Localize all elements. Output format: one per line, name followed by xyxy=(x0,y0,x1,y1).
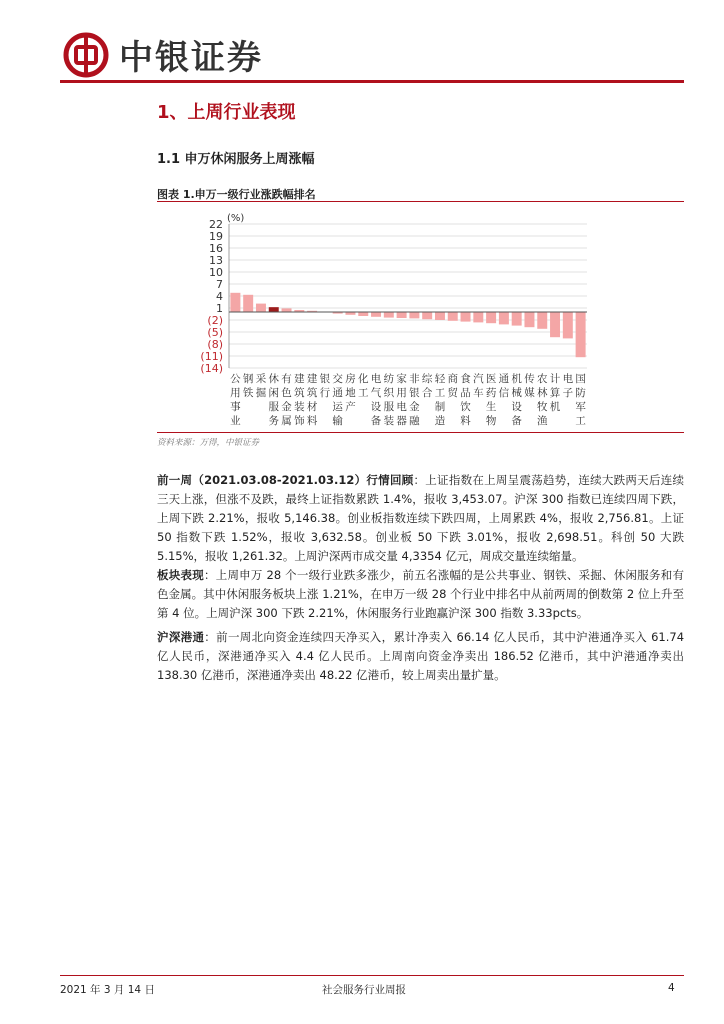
paragraph-text: ：上周申万 28 个一级行业跌多涨少，前五名涨幅的是公共事业、钢铁、采掘、休闲服务和有色金属。其中休闲服务板块上涨 1.21%，在申万一级 28 个行业中排名中从前两周的倒数第 2 位上升至第 4 位。上周沪深 300 下跌 2.21%，休闲服务行业跑赢沪深 300 指数 3.33pcts。 xyxy=(157,568,684,620)
figure-source: 资料来源：万得，中银证券 xyxy=(157,438,260,448)
bar xyxy=(397,312,407,318)
header-rule xyxy=(60,80,684,83)
bar xyxy=(486,312,496,323)
bar xyxy=(243,295,253,312)
paragraph-label: 前一周（2021.03.08-2021.03.12）行情回顾 xyxy=(157,473,414,487)
bar xyxy=(256,304,266,312)
bar xyxy=(358,312,368,316)
y-tick-label: 13 xyxy=(209,254,223,267)
y-axis-unit-label: (%) xyxy=(227,213,245,224)
bar xyxy=(230,293,240,312)
brand-logo xyxy=(63,30,263,79)
y-tick-label: 7 xyxy=(216,278,223,291)
bar xyxy=(576,312,586,357)
x-tick-label: 食品饮料 xyxy=(460,373,471,427)
x-tick-label: 轻工制造 xyxy=(434,373,446,427)
section-subtitle: 1.1 申万休闲服务上周涨幅 xyxy=(157,152,315,167)
y-tick-label: 10 xyxy=(209,266,223,279)
bar xyxy=(435,312,445,320)
x-tick-label: 电子 xyxy=(562,373,574,399)
x-tick-label: 农林牧渔 xyxy=(537,373,548,427)
bar xyxy=(537,312,547,329)
x-tick-label: 汽车 xyxy=(473,373,484,399)
brand-name: 中银证券 xyxy=(119,38,263,78)
section-title: 1、上周行业表现 xyxy=(157,102,296,123)
bank-of-china-logo-icon xyxy=(63,32,109,78)
x-tick-label: 交通运输 xyxy=(332,373,343,427)
paragraph-label: 沪深港通 xyxy=(157,630,205,644)
footer-date: 2021 年 3 月 14 日 xyxy=(60,984,155,996)
y-tick-label: 4 xyxy=(216,290,223,303)
paragraph-label: 板块表现 xyxy=(157,568,204,582)
x-tick-label: 休闲服务 xyxy=(268,373,279,427)
x-tick-label: 房地产 xyxy=(345,373,356,413)
bar xyxy=(269,307,279,312)
figure-title: 图表 1.申万一级行业涨跌幅排名 xyxy=(157,188,316,201)
y-tick-label: 16 xyxy=(209,242,223,255)
x-tick-label: 国防军工 xyxy=(575,373,586,427)
x-tick-label: 建筑材料 xyxy=(306,373,318,427)
footer-rule xyxy=(60,975,684,976)
bar xyxy=(563,312,573,338)
x-tick-label: 计算机 xyxy=(549,373,561,413)
bar xyxy=(461,312,471,322)
x-tick-label: 纺织服装 xyxy=(383,373,395,427)
x-tick-label: 家用电器 xyxy=(396,373,407,427)
figure-rule xyxy=(157,201,684,202)
y-tick-label: 19 xyxy=(209,230,223,243)
bar xyxy=(473,312,483,322)
bar xyxy=(448,312,458,321)
bar xyxy=(422,312,432,319)
footer-report-name: 社会服务行业周报 xyxy=(322,984,406,996)
bar xyxy=(499,312,509,324)
x-tick-label: 通信 xyxy=(498,373,510,399)
x-tick-label: 公用事业 xyxy=(230,373,241,427)
bar xyxy=(384,312,394,318)
x-tick-label: 机械设备 xyxy=(511,373,522,427)
bar xyxy=(550,312,560,337)
y-tick-label: (2) xyxy=(207,314,223,327)
y-tick-label: (14) xyxy=(200,362,223,375)
paragraph-text: ：前一周北向资金连续四天净买入，累计净卖入 66.14 亿人民币，其中沪港通净买入 61.74 亿人民币，深港通净买入 4.4 亿人民币。上周南向资金净卖出 186.52 亿港币，其中沪港通净卖出 138.30 亿港币，深港通净卖出 48.22 亿港币，较上周卖出量扩量。 xyxy=(157,630,685,682)
paragraph-stock-connect xyxy=(157,628,684,685)
bar xyxy=(409,312,419,318)
x-tick-label: 建筑装饰 xyxy=(294,373,305,427)
x-tick-label: 电气设备 xyxy=(370,373,382,427)
x-tick-label: 医药生物 xyxy=(485,373,497,427)
x-tick-label: 化工 xyxy=(358,373,369,399)
bar xyxy=(282,308,292,312)
industry-bar-chart xyxy=(157,205,684,430)
footer-page-number: 4 xyxy=(668,982,675,994)
bar xyxy=(512,312,522,326)
x-tick-label: 非银金融 xyxy=(409,373,420,427)
x-tick-label: 综合 xyxy=(421,373,433,399)
x-tick-label: 商贸 xyxy=(447,373,458,399)
x-tick-label: 采掘 xyxy=(255,373,267,399)
y-tick-label: (8) xyxy=(207,338,223,351)
paragraph-text: ：上证指数在上周呈震荡趋势，连续大跌两天后连续三天上涨，但涨不及跌，最终上证指数累跌 1.4%，报收 3,453.07。沪深 300 指数已连续四周下跌，上周下跌 2.21%，报收 5,146.38。创业板指数连续下跌四周，上周累跌 4%，报收 2,756.81。上证 50 指数下跌 1.52%，报收 3,632.58。创业板 50 下跌 3.01%，报收 2,698.51。科创 50 大跌 5.15%，报收 1,261.32。上周沪深两市成交量 4,3354 亿元，周成交量连续缩量。 xyxy=(157,473,684,563)
y-tick-label: 22 xyxy=(209,218,223,231)
y-tick-label: (11) xyxy=(200,350,223,363)
x-tick-label: 钢铁 xyxy=(242,373,254,399)
x-tick-label: 传媒 xyxy=(524,373,535,399)
bar xyxy=(371,312,381,317)
y-tick-label: 1 xyxy=(216,302,223,315)
y-tick-label: (5) xyxy=(207,326,223,339)
paragraph-market-review xyxy=(157,471,684,566)
x-tick-label: 银行 xyxy=(319,373,331,399)
bar xyxy=(524,312,534,327)
source-rule xyxy=(157,432,684,433)
paragraph-sector-performance xyxy=(157,566,684,623)
x-tick-label: 有色金属 xyxy=(281,373,292,427)
